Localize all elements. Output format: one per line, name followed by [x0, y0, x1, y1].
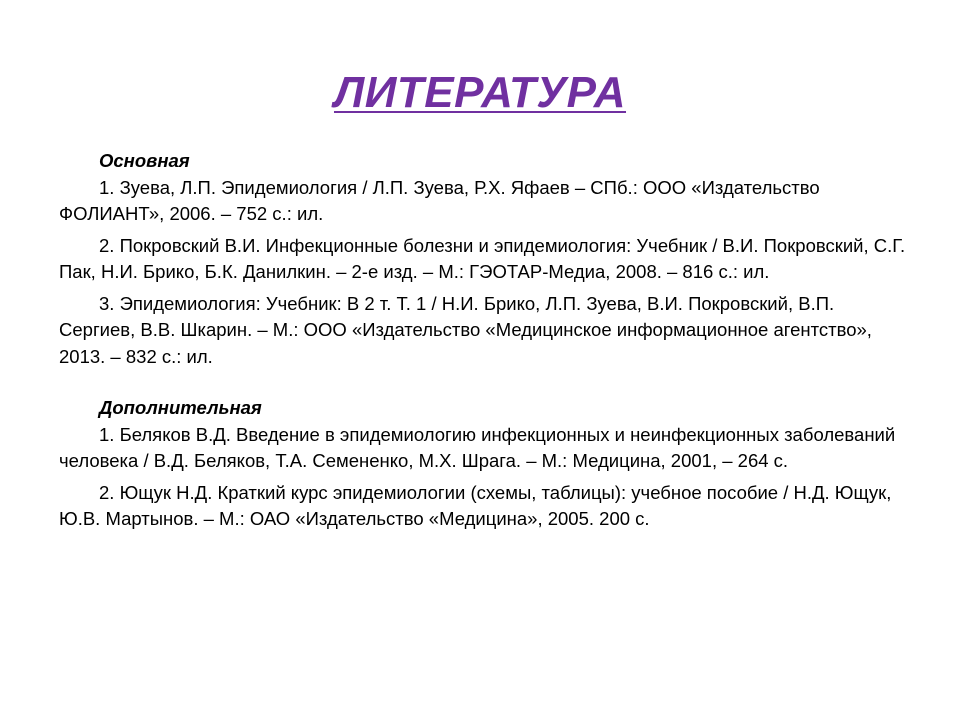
- reference-entry: 1. Беляков В.Д. Введение в эпидемиологию инфекционных и неинфекционных заболеваний человека / В.Д. Беляков, Т.А. Семененко, М.Х. Шрага. – М.: Медицина, 2001, – 264 с.: [59, 423, 896, 471]
- reference-entry: 2. Покровский В.И. Инфекционные болезни и эпидемиология: Учебник / В.И. Покровский, С.Г. Пак, Н.И. Брико, Б.К. Данилкин. – 2-е изд. – М.: ГЭОТАР-Медиа, 2008. – 816 с.: ил.: [59, 234, 906, 282]
- section-spacer: [59, 375, 909, 395]
- section-heading-additional: Дополнительная: [99, 397, 262, 418]
- references-content: [59, 148, 909, 538]
- reference-entry: 2. Ющук Н.Д. Краткий курс эпидемиологии (схемы, таблицы): учебное пособие / Н.Д. Ющук, Ю.В. Мартынов. – М.: ОАО «Издательство «Медицина», 2005. 200 с.: [59, 481, 892, 529]
- section-additional: [59, 395, 909, 533]
- reference-entry: 1. Зуева, Л.П. Эпидемиология / Л.П. Зуева, Р.Х. Яфаев – СПб.: ООО «Издательство ФОЛИАНТ», 2006. – 752 с.: ил.: [59, 176, 820, 224]
- section-heading-main: Основная: [99, 150, 190, 171]
- section-main: [59, 148, 909, 370]
- reference-entry: 3. Эпидемиология: Учебник: В 2 т. Т. 1 / Н.И. Брико, Л.П. Зуева, В.И. Покровский, В.П. Сергиев, В.В. Шкарин. – М.: ООО «Издательство «Медицинское информационное агентство», 2013. – 832 с.: ил.: [59, 292, 872, 367]
- page-title: ЛИТЕРАТУРА: [333, 68, 627, 118]
